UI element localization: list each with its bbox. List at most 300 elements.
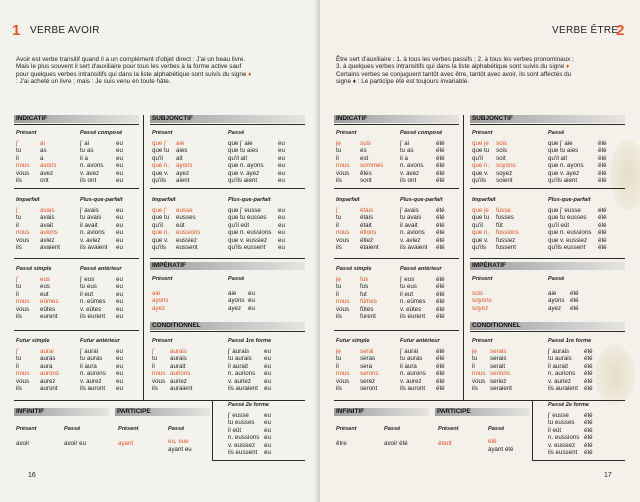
verb-form: soyons — [496, 162, 516, 170]
section-infinitif: INFINITIF — [14, 408, 109, 416]
intro-paragraph — [336, 56, 626, 86]
conjugation-row — [336, 291, 377, 298]
conjugation-row — [152, 140, 193, 147]
conj-subjonctif-passe — [228, 140, 285, 184]
verb-form: était — [360, 221, 372, 229]
pronoun: que v. ayez — [548, 169, 580, 177]
verb-form: été — [598, 221, 607, 229]
pronoun: v. auriez — [228, 377, 251, 385]
pronoun: ils — [336, 177, 342, 185]
verb-form: eu — [264, 449, 271, 457]
diamond-icon: ♦ — [565, 63, 570, 71]
verb-form: furent — [360, 313, 376, 321]
pronoun: vous — [336, 236, 350, 244]
conj-subjonctif-present — [152, 140, 193, 184]
pronoun: tu as — [400, 147, 414, 155]
conjugation-row — [472, 214, 519, 221]
pronoun: j' aurais — [548, 348, 570, 355]
conjugation-row — [548, 290, 579, 297]
participe-passe: eu, eue — [168, 438, 189, 445]
verb-form: est — [360, 154, 369, 162]
conjugation-row — [152, 170, 193, 177]
pronoun: qu'ils eussent — [548, 244, 586, 252]
divider — [150, 258, 305, 259]
label-passe: Passé — [228, 276, 245, 282]
pronoun: ils ont — [400, 177, 417, 185]
label-passe-2e-forme: Passé 2e forme — [228, 402, 270, 408]
conjugation-row — [152, 162, 193, 169]
conjugation-row — [548, 427, 593, 434]
chapter-number: 2 — [616, 22, 625, 39]
label-passe-2e-forme: Passé 2e forme — [548, 402, 590, 408]
verb-form: eu — [116, 377, 123, 385]
verb-form: eu — [264, 362, 271, 370]
verb-form: été — [584, 434, 593, 442]
pronoun: tu eus — [400, 283, 417, 291]
pronoun: ils — [336, 313, 342, 321]
verb-form: sommes — [360, 162, 384, 170]
verb-form: seras — [360, 355, 376, 363]
pronoun: ils auraient — [228, 385, 258, 393]
conjugation-row — [400, 237, 445, 244]
pronoun: j' — [16, 207, 19, 214]
conjugation-row — [472, 355, 512, 362]
pronoun: j' — [336, 207, 339, 214]
conjugation-row — [16, 140, 57, 147]
pronoun: qu'ils — [472, 244, 486, 252]
conjugation-row — [80, 348, 123, 355]
verb-form: avons — [40, 162, 57, 170]
verb-form: auras — [40, 355, 56, 363]
verb-form: eu — [248, 304, 255, 312]
pronoun: je — [336, 140, 341, 147]
verb-form: été — [436, 290, 445, 298]
pronoun: aie — [228, 290, 237, 297]
verb-form: sera — [360, 362, 373, 370]
pronoun: tu — [472, 355, 478, 363]
conjugation-row — [16, 385, 59, 392]
verb-form: auraient — [170, 385, 193, 393]
label-present: Présent — [152, 276, 173, 282]
divider — [470, 124, 625, 125]
conj-conditionnel-passe-1 — [548, 348, 593, 392]
verb-form: aurez — [40, 377, 56, 385]
conjugation-row — [336, 170, 383, 177]
verb-form: sois — [496, 147, 508, 155]
pronoun: vous — [152, 377, 166, 385]
pronoun: ils auraient — [548, 385, 578, 393]
conjugation-row — [400, 378, 445, 385]
verb-form: eu — [116, 169, 123, 177]
verb-form: avaient — [40, 244, 60, 252]
verb-form: été — [570, 290, 579, 297]
conjugation-row — [336, 363, 379, 370]
conjugation-row — [152, 214, 200, 221]
label-present: Présent — [16, 426, 37, 432]
conjugation-row — [80, 291, 123, 298]
section-participe: PARTICIPE — [115, 408, 210, 416]
pronoun: j' avais — [80, 207, 99, 214]
conjugation-row — [548, 177, 607, 184]
conj-indicatif-present — [336, 140, 383, 184]
pronoun: il a — [80, 154, 88, 162]
pronoun: qu'il eût — [548, 221, 570, 229]
pronoun: que je — [472, 207, 489, 214]
pronoun: aie — [548, 290, 557, 297]
conjugation-row — [336, 355, 379, 362]
conjugation-row — [400, 370, 445, 377]
conjugation-row: ayez — [152, 304, 166, 312]
section-subjonctif: SUBJONCTIF — [150, 115, 305, 123]
pronoun: ils eussent — [228, 449, 258, 457]
conjugation-row — [228, 355, 271, 362]
pronoun: qu'ils — [152, 177, 166, 185]
section-conditionnel: CONDITIONNEL — [470, 322, 625, 330]
pronoun: v. auriez — [548, 377, 571, 385]
conj-indicatif-futur-simple — [336, 348, 379, 392]
label-futur-anterieur: Futur antérieur — [400, 338, 440, 344]
label-passe-1re-forme: Passé 1re forme — [548, 338, 592, 344]
verb-form: étaient — [360, 244, 379, 252]
pronoun: il — [16, 221, 19, 229]
conjugation-row — [80, 276, 123, 283]
divider — [14, 124, 139, 125]
conj-indicatif-passe-compose — [400, 140, 445, 184]
conjugation-row — [228, 290, 255, 297]
chapter-title: VERBE ÊTRE — [552, 25, 619, 36]
verb-form: été — [436, 355, 445, 363]
pronoun: n. eûmes — [80, 298, 106, 306]
verb-form: étais — [360, 214, 374, 222]
verb-form: fut — [360, 290, 367, 298]
pronoun: que tu eusses — [228, 214, 267, 222]
pronoun: v. aviez — [80, 236, 101, 244]
conjugation-row — [152, 244, 200, 251]
verb-form: soit — [496, 154, 506, 162]
verb-form: étions — [360, 229, 377, 237]
pronoun: que j' eusse — [548, 207, 581, 214]
verb-form: ait — [176, 154, 183, 162]
conjugation-row — [400, 170, 445, 177]
pronoun: ils — [336, 244, 342, 252]
verb-form: eus — [40, 283, 50, 291]
pronoun: ils — [16, 313, 22, 321]
label-plus-que-parfait: Plus-que-parfait — [400, 197, 443, 203]
conjugation-row — [228, 449, 271, 456]
verb-form: été — [598, 154, 607, 162]
paper-stain — [595, 345, 635, 405]
conj-subjonctif-passe — [548, 140, 607, 184]
conj-imperatif-passe — [228, 290, 255, 312]
intro-line: Mais le plus souvent il sert d'auxiliaire pour tous les verbes à la forme active sauf — [16, 63, 242, 71]
pronoun: tu aurais — [548, 355, 572, 363]
verb-form: aurai — [40, 348, 54, 355]
conjugation-row — [400, 229, 445, 236]
pronoun: il aura — [80, 362, 97, 370]
verb-form: eu — [264, 385, 271, 393]
verb-form: avait — [40, 221, 54, 229]
pronoun: nous — [16, 298, 30, 306]
pronoun: nous — [16, 229, 30, 237]
label-present: Présent — [472, 338, 493, 344]
pronoun: n. eussions — [228, 434, 260, 442]
conjugation-row — [472, 207, 519, 214]
pronoun: ils avaient — [80, 244, 108, 252]
pronoun: vous — [16, 169, 30, 177]
verb-form: été — [436, 214, 445, 222]
verb-form: été — [436, 169, 445, 177]
verb-form: été — [436, 298, 445, 306]
pronoun: nous — [16, 162, 30, 170]
conjugation-row — [16, 207, 60, 214]
verb-form: été — [436, 305, 445, 313]
pronoun: il — [336, 290, 339, 298]
conjugation-row — [548, 449, 593, 456]
pronoun: j' aurai — [400, 348, 419, 355]
divider — [143, 115, 144, 400]
conjugation-row — [152, 385, 192, 392]
label-plus-que-parfait: Plus-que-parfait — [80, 197, 123, 203]
pronoun: j' — [16, 140, 19, 147]
verb-form: fusse — [496, 207, 511, 214]
conjugation-row — [400, 140, 445, 147]
verb-form: eussiez — [176, 236, 197, 244]
label-imparfait: Imparfait — [152, 197, 176, 203]
divider — [14, 258, 139, 259]
label-futur-anterieur: Futur antérieur — [80, 338, 120, 344]
conjugation-row: soyez — [472, 304, 489, 312]
conjugation-row: soyons — [472, 297, 492, 305]
pronoun: ils — [16, 244, 22, 252]
pronoun: j' aurai — [80, 348, 99, 355]
conjugation-row — [336, 244, 379, 251]
infinitif-present: être — [336, 440, 347, 447]
verb-form: été — [584, 385, 593, 393]
divider — [14, 188, 139, 189]
verb-form: eu — [278, 140, 285, 147]
pronoun: vous — [336, 377, 350, 385]
conjugation-row — [80, 229, 123, 236]
conjugation-row — [336, 370, 379, 377]
pronoun: que n. — [152, 162, 170, 170]
verb-form: auront — [40, 385, 58, 393]
verb-form: eu — [264, 377, 271, 385]
verb-form: auriez — [170, 377, 187, 385]
participe-present: ayant — [118, 440, 134, 447]
pronoun: que tu — [472, 214, 490, 222]
pronoun: ils — [152, 385, 158, 393]
conjugation-row — [336, 385, 379, 392]
conjugation-row — [16, 355, 59, 362]
conjugation-row — [548, 229, 607, 236]
verb-form: serez — [360, 377, 376, 385]
verb-form: sont — [360, 177, 372, 185]
pronoun: il — [16, 154, 19, 162]
divider — [532, 400, 533, 460]
conjugation-row — [336, 222, 379, 229]
pronoun: tu — [336, 147, 342, 155]
pronoun: il — [336, 154, 339, 162]
divider — [14, 400, 305, 401]
conj-indicatif-futur-anterieur — [80, 348, 123, 392]
verb-form: eu — [278, 236, 285, 244]
verb-form: eu — [264, 434, 271, 442]
verb-form: été — [436, 207, 445, 214]
pronoun: qu'ils — [472, 177, 486, 185]
verb-form: eu — [116, 370, 123, 378]
pronoun: qu'il eût — [228, 221, 250, 229]
conjugation-row — [228, 434, 271, 441]
conjugation-row — [80, 313, 123, 320]
conjugation-row — [228, 140, 285, 147]
conj-indicatif-imparfait — [16, 207, 60, 251]
conjugation-row — [400, 291, 445, 298]
label-passe: Passé — [228, 130, 245, 136]
pronoun: que n. eussions — [228, 229, 272, 237]
pronoun: il eut — [400, 290, 414, 298]
label-passe: Passé — [548, 130, 565, 136]
label-present: Présent — [336, 130, 357, 136]
conjugation-row — [400, 385, 445, 392]
label-plus-que-parfait: Plus-que-parfait — [548, 197, 591, 203]
pronoun: tu eus — [80, 283, 97, 291]
conjugation-row — [336, 147, 383, 154]
conjugation-row — [400, 155, 445, 162]
pronoun: tu — [16, 147, 22, 155]
conjugation-row — [80, 155, 123, 162]
conjugation-row — [548, 207, 607, 214]
section-infinitif: INFINITIF — [334, 408, 429, 416]
conjugation-row — [228, 348, 271, 355]
chapter-title: VERBE AVOIR — [30, 25, 100, 36]
participe-passe: été — [488, 438, 497, 445]
conjugation-row — [472, 140, 516, 147]
conjugation-row — [228, 385, 271, 392]
divider — [334, 258, 459, 259]
verb-form: aurons — [40, 370, 59, 378]
conj-conditionnel-passe-2 — [228, 412, 271, 456]
conjugation-row — [228, 147, 285, 154]
pronoun: v. aurez — [80, 377, 102, 385]
verb-form: été — [598, 162, 607, 170]
divider — [334, 124, 459, 125]
verb-form: eu — [116, 207, 123, 214]
verb-form: eu — [116, 221, 123, 229]
conjugation-row — [400, 162, 445, 169]
pronoun: v. avez — [80, 169, 100, 177]
chapter-number: 1 — [12, 22, 21, 39]
verb-form: été — [570, 297, 579, 305]
verb-form: eu — [264, 348, 271, 355]
conjugation-row — [548, 412, 593, 419]
verb-form: avais — [40, 207, 55, 214]
pronoun: il avait — [80, 221, 98, 229]
conj-imperatif-present — [152, 290, 169, 312]
verb-form: as — [40, 147, 47, 155]
conjugation-row — [472, 147, 516, 154]
conjugation-row — [472, 162, 516, 169]
verb-form: été — [436, 362, 445, 370]
intro-text: 3. à quelques verbes intransitifs qui dans la liste alphabétique sont suivis du signe — [336, 63, 565, 71]
conjugation-row: sois — [472, 290, 484, 297]
verb-form: eusses — [176, 214, 196, 222]
pronoun: que v. — [472, 169, 489, 177]
pronoun: j' eus — [80, 276, 95, 283]
label-futur-simple: Futur simple — [336, 338, 370, 344]
conjugation-row — [228, 442, 271, 449]
verb-form: eurent — [40, 313, 58, 321]
pronoun: vous — [472, 377, 486, 385]
conjugation-row — [548, 155, 607, 162]
pronoun: que j' aie — [548, 140, 573, 147]
pronoun: il eût — [228, 426, 242, 434]
pronoun: tu eusses — [548, 419, 575, 427]
verb-form: été — [584, 377, 593, 385]
verb-form: ai — [40, 140, 45, 147]
conjugation-row — [16, 237, 60, 244]
conjugation-row — [152, 370, 192, 377]
pronoun: v. aurez — [400, 377, 422, 385]
conjugation-row — [400, 283, 445, 290]
pronoun: ayons — [548, 297, 565, 305]
pronoun: n. avons — [400, 162, 424, 170]
conjugation-row — [80, 170, 123, 177]
pronoun: vous — [336, 169, 350, 177]
infinitif-passe: avoir eu — [64, 440, 87, 447]
verb-form: eu — [278, 244, 285, 252]
verb-form: eût — [176, 221, 185, 229]
verb-form: été — [436, 147, 445, 155]
conjugation-row — [16, 348, 59, 355]
label-passe-compose: Passé composé — [400, 130, 443, 136]
conjugation-row — [152, 229, 200, 236]
verb-form: eu — [278, 147, 285, 155]
verb-form: aviez — [40, 236, 55, 244]
conjugation-row — [548, 348, 593, 355]
conjugation-row — [152, 155, 193, 162]
pronoun: tu — [336, 355, 342, 363]
pronoun: ils — [472, 385, 478, 393]
conjugation-row — [472, 222, 519, 229]
conj-indicatif-passe-compose — [80, 140, 123, 184]
verb-form: eu — [116, 229, 123, 237]
page-number: 17 — [604, 472, 612, 479]
verb-form: fussions — [496, 229, 519, 237]
divider — [470, 258, 625, 259]
section-participe: PARTICIPE — [435, 408, 530, 416]
conjugation-row — [548, 305, 579, 312]
pronoun: ils auront — [80, 385, 106, 393]
label-plus-que-parfait: Plus-que-parfait — [228, 197, 271, 203]
verb-form: serait — [490, 362, 506, 370]
divider — [334, 188, 459, 189]
pronoun: tu auras — [400, 355, 423, 363]
conjugation-row — [228, 244, 285, 251]
conjugation-row — [336, 207, 379, 214]
verb-form: aurais — [170, 348, 187, 355]
verb-form: eu — [116, 147, 123, 155]
verb-form: soyez — [496, 169, 513, 177]
divider — [14, 330, 139, 331]
conjugation-row — [548, 442, 593, 449]
conjugation-row — [16, 291, 59, 298]
verb-form: eu — [116, 305, 123, 313]
verb-form: seraient — [490, 385, 513, 393]
verb-form: aient — [176, 177, 190, 185]
pronoun: n. eussions — [548, 434, 580, 442]
pronoun: v. eussiez — [548, 441, 576, 449]
pronoun: je — [336, 348, 341, 355]
